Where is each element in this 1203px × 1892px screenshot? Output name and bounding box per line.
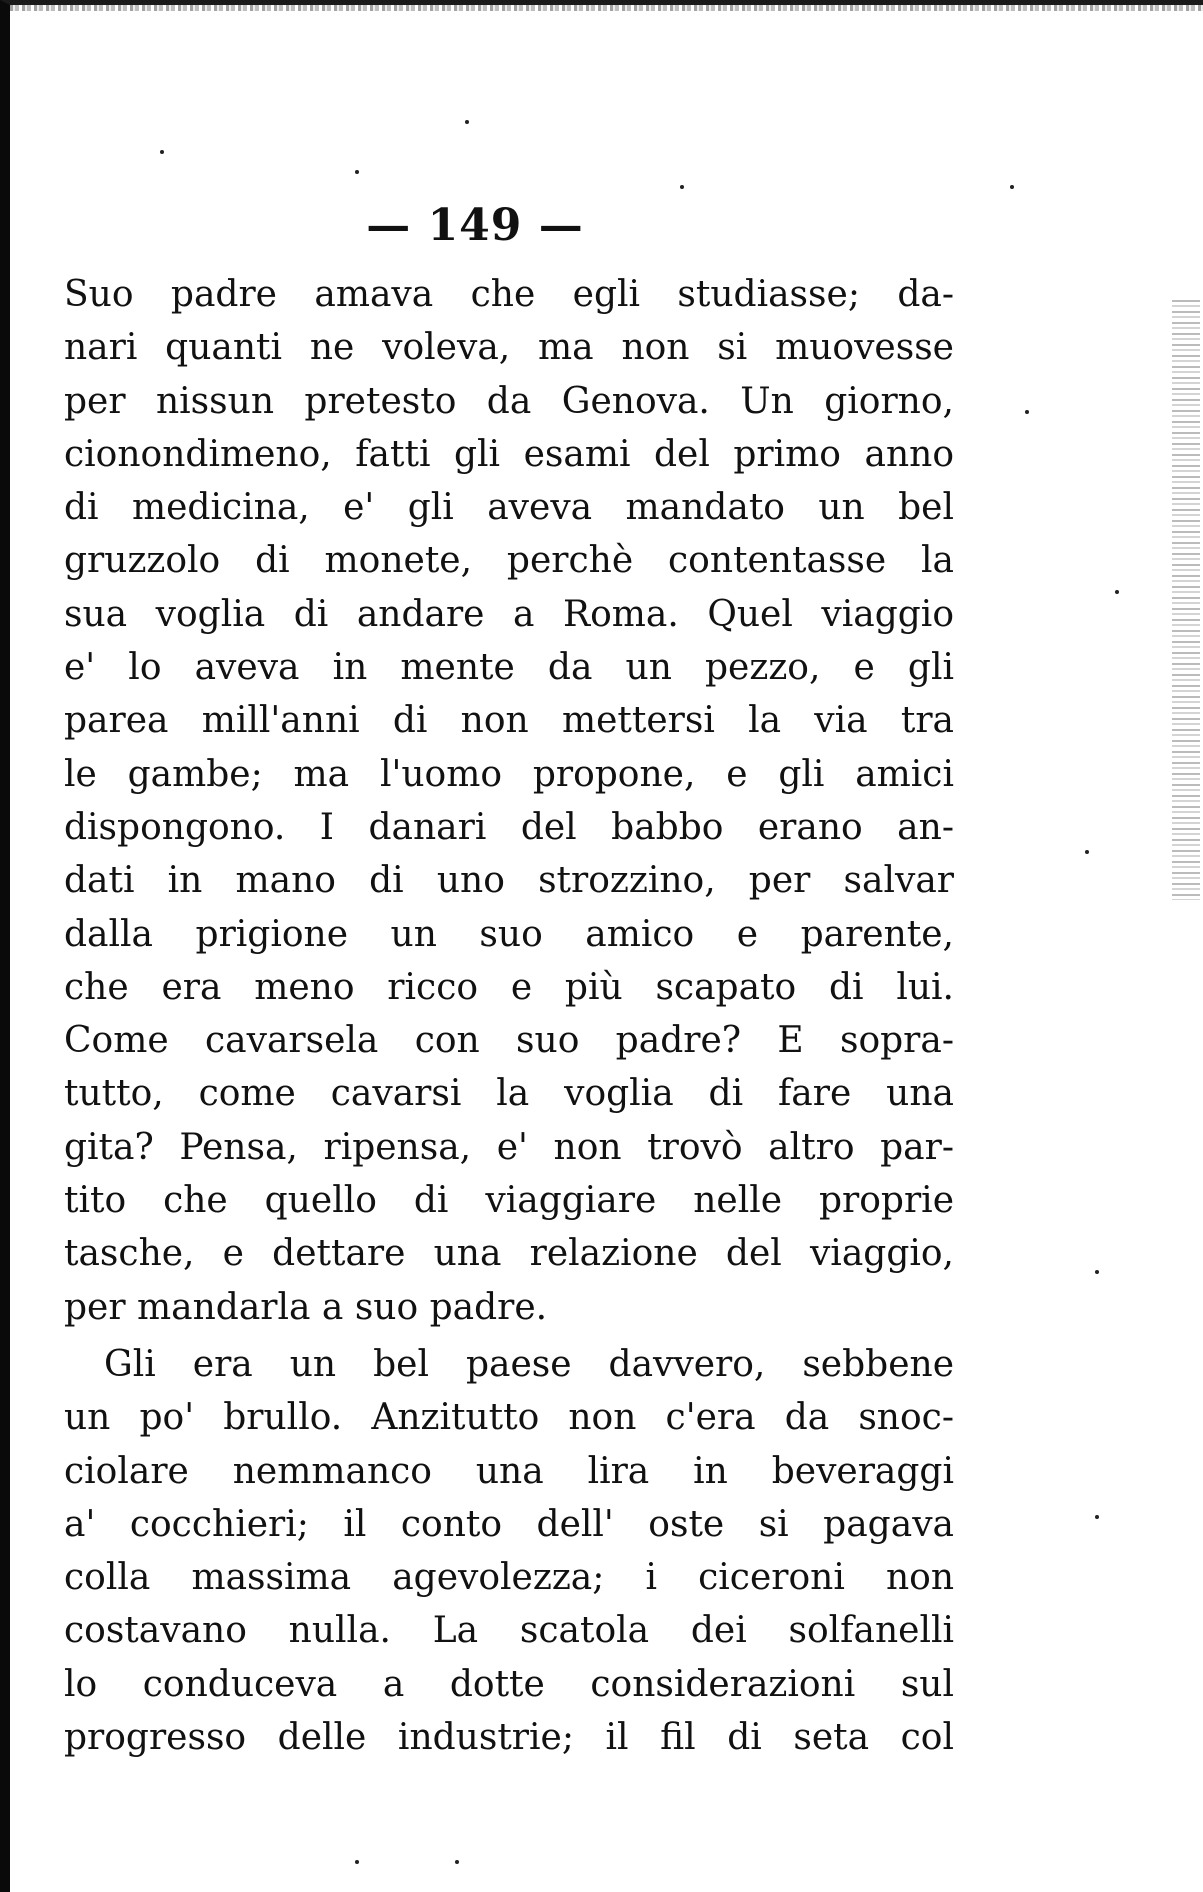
- scan-speck: [680, 185, 684, 189]
- scan-speck: [1115, 590, 1119, 594]
- text-line: dalla prigione un suo amico e parente,: [64, 913, 954, 955]
- paragraph-2: [64, 1338, 954, 1764]
- scan-speck: [465, 120, 469, 124]
- text-line: per mandarla a suo padre.: [64, 1286, 548, 1328]
- scan-speck: [1025, 410, 1029, 414]
- text-line: un po' brullo. Anzitutto non c'era da snoc-: [64, 1397, 954, 1439]
- body-text: [64, 268, 954, 1764]
- text-line: gruzzolo di monete, perchè contentasse la: [64, 540, 954, 582]
- text-line: di medicina, e' gli aveva mandato un bel: [64, 487, 954, 529]
- text-line: costavano nulla. La scatola dei solfanelli: [64, 1610, 954, 1652]
- text-line: Gli era un bel paese davvero, sebbene: [104, 1343, 954, 1385]
- scan-speck: [455, 1860, 459, 1864]
- scan-speck: [1095, 1270, 1099, 1274]
- text-line: dati in mano di uno strozzino, per salvar: [64, 860, 954, 902]
- text-line: colla massima agevolezza; i ciceroni non: [64, 1557, 954, 1599]
- text-line: che era meno ricco e più scapato di lui.: [64, 966, 954, 1008]
- scan-top-edge: [10, 5, 1203, 11]
- page-number: — 149 —: [366, 200, 584, 251]
- scan-right-edge: [1172, 300, 1200, 900]
- text-line: a' cocchieri; il conto dell' oste si pagava: [64, 1503, 954, 1545]
- text-line: e' lo aveva in mente da un pezzo, e gli: [64, 647, 954, 689]
- scan-speck: [355, 170, 359, 174]
- text-line: nari quanti ne voleva, ma non si muovesse: [64, 327, 954, 369]
- text-line: sua voglia di andare a Roma. Quel viaggio: [64, 593, 954, 635]
- text-line: Suo padre amava che egli studiasse; da-: [64, 274, 954, 315]
- text-line: dispongono. I danari del babbo erano an-: [64, 806, 954, 848]
- text-line: le gambe; ma l'uomo propone, e gli amici: [64, 753, 954, 795]
- text-line: progresso delle industrie; il fil di seta col: [64, 1717, 954, 1759]
- text-line: tasche, e dettare una relazione del viaggio,: [64, 1233, 954, 1275]
- scan-speck: [1085, 850, 1089, 854]
- text-line: per nissun pretesto da Genova. Un giorno,: [64, 380, 954, 422]
- text-line: tutto, come cavarsi la voglia di fare una: [64, 1073, 954, 1115]
- text-line: lo conduceva a dotte considerazioni sul: [64, 1663, 954, 1705]
- text-line: cionondimeno, fatti gli esami del primo anno: [64, 433, 954, 475]
- scan-speck: [1095, 1515, 1099, 1519]
- scan-speck: [355, 1860, 359, 1864]
- paragraph-1: [64, 268, 954, 1334]
- text-line: tito che quello di viaggiare nelle proprie: [64, 1180, 954, 1222]
- text-line: gita? Pensa, ripensa, e' non trovò altro par-: [64, 1126, 954, 1168]
- scan-speck: [160, 150, 164, 154]
- text-line: ciolare nemmanco una lira in beveraggi: [64, 1450, 954, 1492]
- scan-speck: [1010, 185, 1014, 189]
- text-line: parea mill'anni di non mettersi la via tra: [64, 700, 954, 742]
- text-line: Come cavarsela con suo padre? E sopra-: [64, 1020, 954, 1062]
